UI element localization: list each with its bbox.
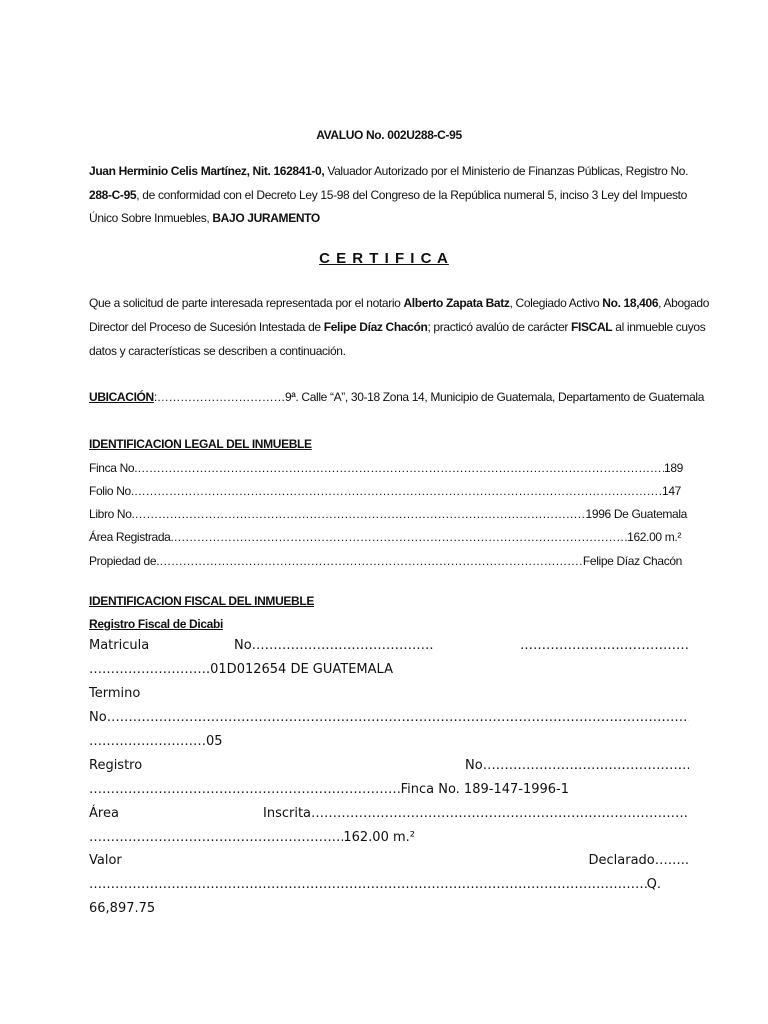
termino-no-line <box>89 710 689 726</box>
valor-dots-line <box>89 877 661 893</box>
fiscal-word: FISCAL <box>571 320 613 334</box>
legal-row-area <box>89 530 681 544</box>
registro-value-line <box>89 782 569 798</box>
intro-line-1-text: Valuador Autorizado por el Ministerio de Finanzas Públicas, Registro No. <box>324 164 689 178</box>
matricula-dots: ………………………………… <box>520 638 689 653</box>
ubicacion-separator: :…………………………… <box>153 390 285 404</box>
avaluo-heading <box>0 128 768 142</box>
legal-label: Finca No. <box>89 461 138 475</box>
matricula-label: Matricula <box>89 638 150 653</box>
registro-number: 288-C-95 <box>89 188 137 202</box>
intro-line-2 <box>89 188 687 202</box>
registro-line <box>89 758 689 774</box>
area-value-line <box>89 830 415 846</box>
legal-value: 147 <box>662 484 681 498</box>
leader-dots <box>159 554 583 568</box>
leader-dots <box>107 710 689 726</box>
intro-line-3-text: Único Sobre Inmuebles, <box>89 211 213 225</box>
legal-row-folio <box>89 484 681 498</box>
legal-label: Área Registrada. <box>89 530 174 544</box>
fiscal-heading-text: IDENTIFICACION FISCAL DEL INMUEBLE <box>89 594 314 608</box>
intro-line-2-text: , de conformidad con el Decreto Ley 15-98 del Congreso de la República numeral 5, inciso 3 Ley del Impuesto <box>136 188 687 202</box>
registro-label: Registro <box>89 758 143 773</box>
legal-row-finca <box>89 461 683 475</box>
matricula-line <box>89 638 689 654</box>
ubicacion-line <box>89 390 704 404</box>
leader-dots <box>311 806 689 822</box>
termino-value-line <box>89 734 689 750</box>
para-line-1 <box>89 296 710 310</box>
para-text: al inmueble cuyos <box>612 320 706 334</box>
notary-name: Alberto Zapata Batz <box>403 296 510 310</box>
matricula-no: No…………………………………… <box>233 638 434 653</box>
intro-line-3 <box>89 211 320 225</box>
para-text: Director del Proceso de Sucesión Intestada de <box>89 320 324 334</box>
leader-dots <box>483 758 689 774</box>
termino-no: No <box>89 710 107 725</box>
leader-dots <box>137 461 664 475</box>
leader-dots <box>135 507 586 521</box>
deceased-name: Felipe Díaz Chacón <box>323 320 428 334</box>
leader-dots <box>134 484 662 498</box>
para-text: , Colegiado Activo <box>509 296 603 310</box>
valor-declarado: Declarado…….. <box>588 853 689 868</box>
certifica-heading: C E R T I F I C A <box>319 250 449 267</box>
area-inscrita: Inscrita <box>263 806 312 821</box>
colegiado-number: No. 18,406 <box>602 296 659 310</box>
valor-amount: 66,897.75 <box>89 901 156 916</box>
area-label: Área <box>89 806 119 821</box>
registro-value: Finca No. 189-147-1996-1 <box>400 782 569 797</box>
para-text: Que a solicitud de parte interesada representada por el notario <box>89 296 404 310</box>
valor-label: Valor <box>89 853 122 868</box>
leader-dots: ………………………. <box>89 662 211 677</box>
termino-label: Termino <box>89 686 141 701</box>
fiscal-subheading: Registro Fiscal de Dicabi <box>89 617 223 631</box>
legal-label: Folio No. <box>89 484 134 498</box>
legal-value: 189 <box>664 461 683 475</box>
para-text: , Abogado <box>658 296 710 310</box>
legal-value: 162.00 m.² <box>627 530 681 544</box>
fiscal-heading <box>89 594 346 608</box>
legal-row-propiedad <box>89 554 682 568</box>
para-line-3: datos y características se describen a continuación. <box>89 344 346 358</box>
valor-line <box>89 853 689 869</box>
legal-heading: IDENTIFICACION LEGAL DEL INMUEBLE <box>89 437 312 451</box>
bajo-juramento: BAJO JURAMENTO <box>212 211 320 225</box>
leader-dots: ……………………… <box>89 734 206 749</box>
ubicacion-value: 9ª. Calle “A”, 30-18 Zona 14, Municipio de Guatemala, Departamento de Guatemala <box>285 390 705 404</box>
leader-dots <box>89 830 343 846</box>
matricula-value-line <box>89 662 689 678</box>
legal-row-libro <box>89 507 687 521</box>
termino-value: 05 <box>206 734 223 749</box>
area-line <box>89 806 689 822</box>
leader-dots <box>89 877 647 893</box>
matricula-value: 01D012654 DE GUATEMALA <box>210 662 393 677</box>
area-value: 162.00 m.² <box>343 830 415 845</box>
para-text: ; practicó avalúo de carácter <box>427 320 572 334</box>
valuator-name: Juan Herminio Celis Martínez, Nit. 162841-0, <box>89 164 325 178</box>
avaluo-label: AVALUO No. <box>316 128 388 142</box>
legal-label: Propiedad de. <box>89 554 160 568</box>
leader-dots <box>89 782 401 798</box>
legal-label: Libro No. <box>89 507 135 521</box>
registro-no: No <box>465 758 483 773</box>
legal-value: 1996 De Guatemala <box>585 507 687 521</box>
ubicacion-label: UBICACIÓN <box>89 390 154 404</box>
leader-dots <box>173 530 627 544</box>
para-line-2 <box>89 320 706 334</box>
valor-currency: Q. <box>646 877 661 892</box>
avaluo-number: 002U288-C-95 <box>387 128 462 142</box>
legal-value: Felipe Díaz Chacón <box>582 554 682 568</box>
intro-line-1 <box>89 164 687 178</box>
